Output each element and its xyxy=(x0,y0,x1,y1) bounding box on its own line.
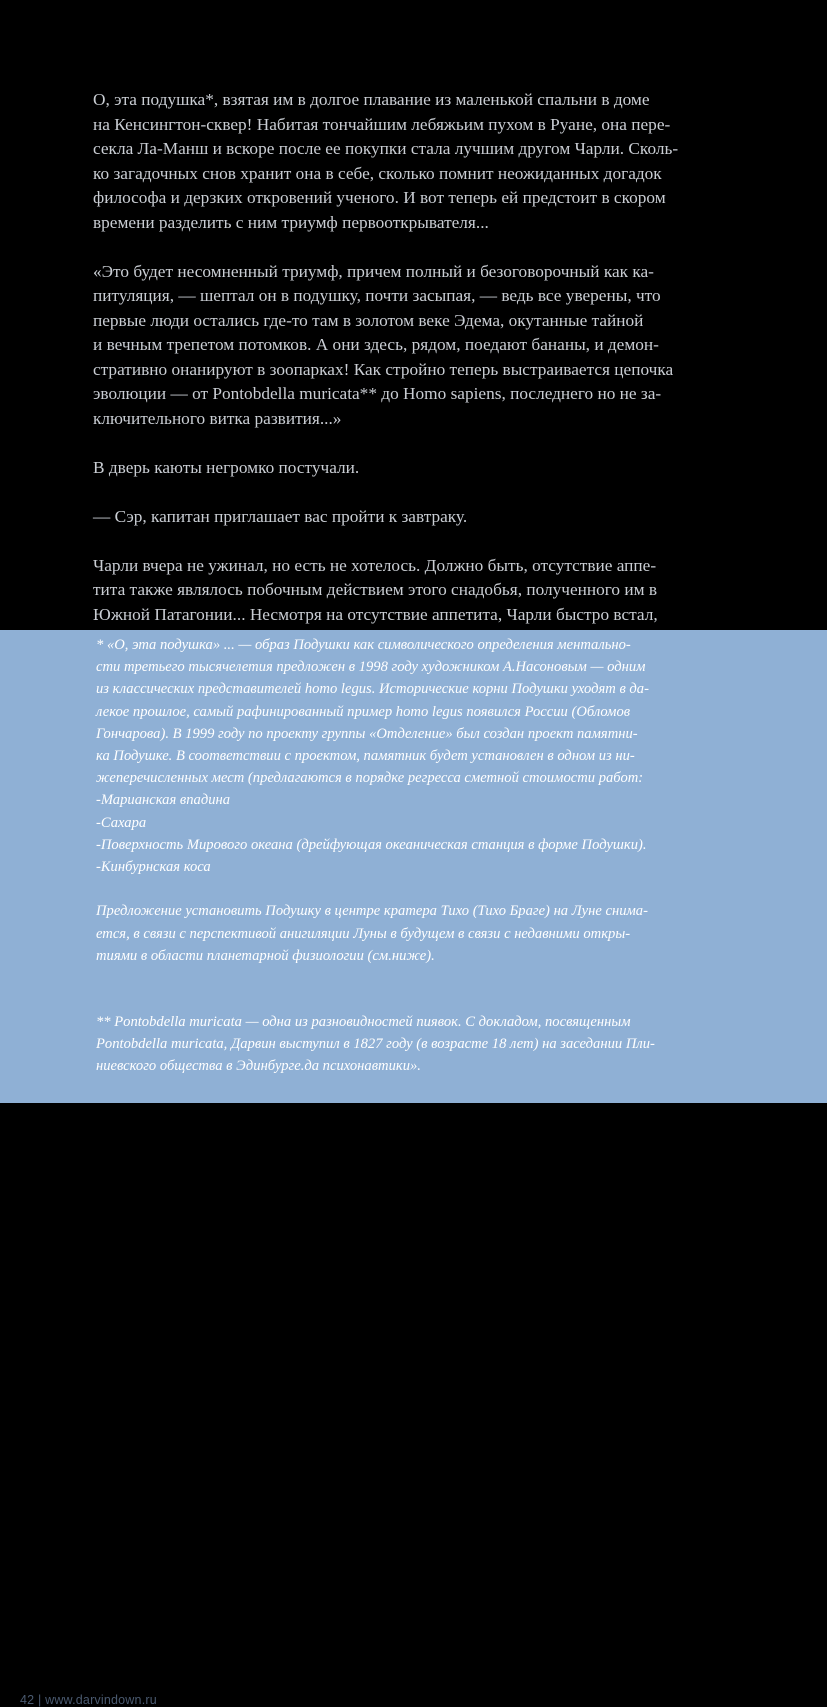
text-line: — Сэр, капитан приглашает вас пройти к завтраку. xyxy=(93,506,468,526)
note-line: Предложение установить Подушку в центре кратера Тихо (Тихо Браге) на Луне снима- xyxy=(96,903,648,920)
paragraph-captain xyxy=(93,505,743,530)
list-item: -Марианская впадина xyxy=(96,792,231,809)
note-line: ниевского общества в Эдинбурге.да психонавтики». xyxy=(96,1058,421,1075)
footnotes-text xyxy=(96,634,776,1078)
paragraph-pillow xyxy=(93,88,743,235)
text-line: времени разделить с ним триумф первооткрывателя... xyxy=(93,212,489,232)
text-line: ключительного витка развития...» xyxy=(93,408,342,428)
paragraph-appetite xyxy=(93,554,743,628)
text-line: О, эта подушка*, взятая им в долгое плавание из маленькой спальни в доме xyxy=(93,90,650,109)
text-line: на Кенсингтон-сквер! Набитая тончайшим лебяжьим пухом в Руане, она пере- xyxy=(93,114,671,134)
location-list xyxy=(96,789,776,878)
text-line: стративно онанируют в зоопарках! Как стройно теперь выстраивается цепочка xyxy=(93,359,674,379)
text-line: эволюции — от Pontobdella muricata** до Homo sapiens, последнего но не за- xyxy=(93,384,662,403)
text-line: секла Ла-Манш и вскоре после ее покупки стала лучшим другом Чарли. Сколь- xyxy=(93,139,679,158)
list-item: -Кинбурнская коса xyxy=(96,859,211,876)
text-line: и вечным трепетом потомков. А они здесь, рядом, поедают бананы, и демон- xyxy=(93,335,659,354)
note-line: сти третьего тысячелетия предложен в 1998 году художником А.Насоновым — одним xyxy=(96,659,646,676)
paragraph-knock xyxy=(93,456,743,481)
footnote-leech xyxy=(96,1011,776,1078)
note-line: Гончарова). В 1999 году по проекту группы «Отделение» был создан проект памятни- xyxy=(96,725,638,742)
text-line: тита также являлось побочным действием этого снадобья, полученного им в xyxy=(93,580,658,599)
note-line: * «О, эта подушка» ... — образ Подушки как символического определения ментально- xyxy=(96,637,631,653)
note-line: жеперечисленных мест (предлагаются в порядке регресса сметной стоимости работ: xyxy=(96,770,644,787)
list-item: -Сахара xyxy=(96,814,147,831)
text-line: «Это будет несомненный триумф, причем полный и безоговорочный как ка- xyxy=(93,261,654,281)
note-line: тиями в области планетарной физиологии (см.ниже). xyxy=(96,947,435,964)
text-line: Южной Патагонии... Несмотря на отсутствие аппетита, Чарли быстро встал, xyxy=(93,604,658,624)
note-line: ется, в связи с перспективой анигиляции Луны в будущем в связи с недавними откры- xyxy=(96,925,631,942)
page-footer: 42 | www.darvindown.ru xyxy=(20,1693,157,1707)
text-line: философа и дерзких откровений ученого. И вот теперь ей предстоит в скором xyxy=(93,188,666,207)
note-line: лекое прошлое, самый рафинированный пример homo legus появился России (Обломов xyxy=(96,703,631,720)
text-line: первые люди остались где-то там в золотом веке Эдема, окутанные тайной xyxy=(93,310,644,330)
paragraph-triumph xyxy=(93,260,743,432)
moon-proposal xyxy=(96,900,776,967)
footnote-pillow xyxy=(96,634,776,789)
spacer xyxy=(96,878,776,900)
text-line: В дверь каюты негромко постучали. xyxy=(93,457,360,477)
text-line: Чарли вчера не ужинал, но есть не хотелось. Должно быть, отсутствие аппе- xyxy=(93,555,657,575)
note-line: из классических представителей homo legus. Исторические корни Подушки уходят в да- xyxy=(96,681,649,698)
spacer xyxy=(96,967,776,1011)
note-line: ** Pontobdella muricata — одна из разновидностей пиявок. С докладом, посвященным xyxy=(96,1014,631,1031)
note-line: ка Подушке. В соответствии с проектом, памятник будет установлен в одном из ни- xyxy=(96,748,635,765)
main-text xyxy=(93,88,743,627)
note-line: Pontobdella muricata, Дарвин выступил в 1827 году (в возрасте 18 лет) на заседании Пли- xyxy=(96,1036,655,1053)
list-item: -Поверхность Мирового океана (дрейфующая океаническая станция в форме Подушки). xyxy=(96,836,647,853)
footnotes-area xyxy=(0,630,827,1707)
text-line: питуляция, — шептал он в подушку, почти засыпая, — ведь все уверены, что xyxy=(93,286,661,305)
text-line: ко загадочных снов хранит она в себе, сколько помнит неожиданных догадок xyxy=(93,163,662,183)
main-text-area xyxy=(0,0,827,630)
